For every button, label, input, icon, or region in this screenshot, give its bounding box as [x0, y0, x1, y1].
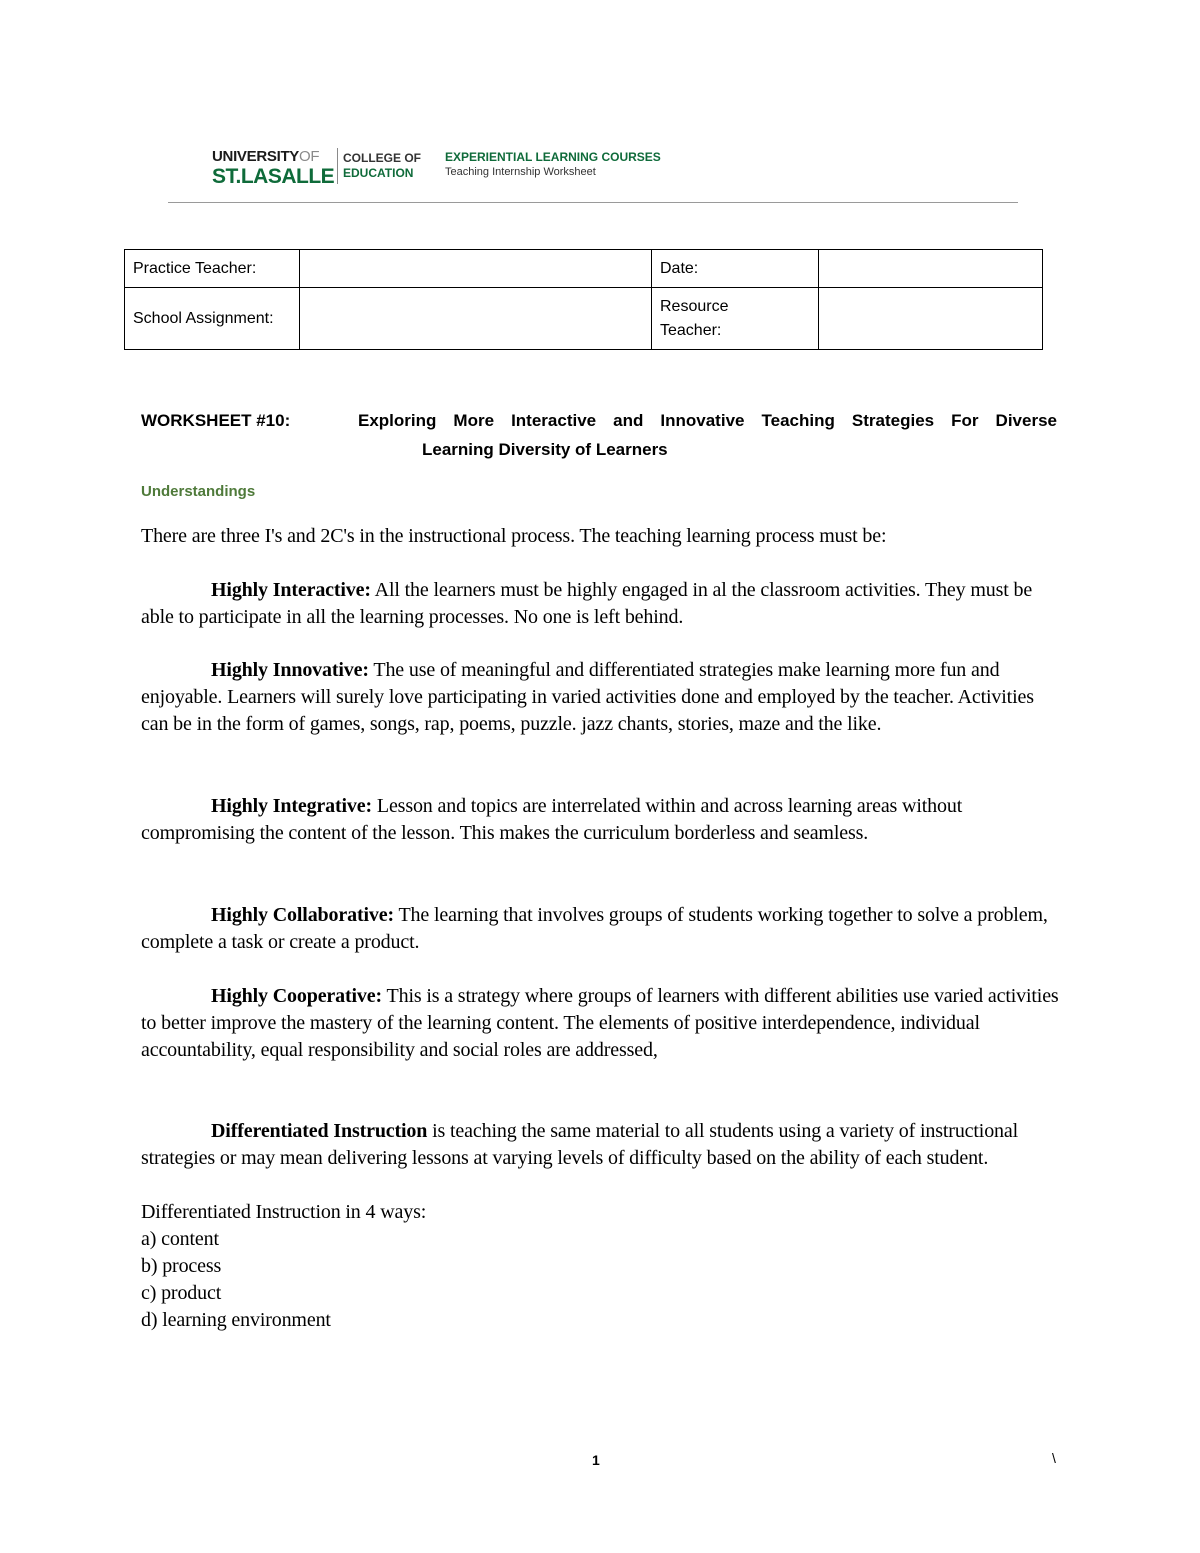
term-differentiated-instruction: Differentiated Instruction	[211, 1120, 428, 1142]
term-highly-innovative: Highly Innovative:	[211, 659, 369, 681]
page-number: 1	[592, 1452, 600, 1468]
worksheet-title-line1: Exploring More Interactive and Innovative Teaching Strategies For Diverse	[358, 411, 1057, 430]
table-row	[125, 288, 1043, 350]
college-name-line1: COLLEGE OF	[343, 151, 421, 165]
paragraph-differentiated-instruction	[141, 1118, 1061, 1172]
logo-divider	[337, 148, 338, 184]
paragraph-cooperative	[141, 983, 1061, 1064]
resource-teacher-field[interactable]	[819, 288, 1043, 350]
ways-list	[141, 1199, 1061, 1334]
paragraph-text: is teaching the same material to all students using a variety of instructional strategies or may mean delivering lessons at varying levels of difficulty based on the ability of each student.	[141, 1120, 1019, 1169]
university-of: OF	[299, 148, 320, 165]
paragraph-text: The use of meaningful and differentiated strategies make learning more fun and enjoyable. Learners will surely love participating in varied activities done and employed by the teacher. Activities can be in the form of games, songs, rap, poems, puzzle. jazz chants, stories, maze and the like.	[141, 659, 1034, 735]
university-logo	[212, 148, 335, 188]
section-heading: Understandings	[141, 483, 256, 500]
table-row	[125, 250, 1043, 288]
paragraph-collaborative	[141, 902, 1061, 956]
program-header	[445, 150, 661, 180]
university-name-line2: ST.LASALLE	[212, 165, 335, 188]
worksheet-label: WORKSHEET #10:	[141, 411, 291, 430]
program-subtitle: Teaching Internship Worksheet	[445, 166, 596, 178]
university-name-line1: UNIVERSITY	[212, 148, 300, 165]
intro-paragraph: There are three I's and 2C's in the instructional process. The teaching learning process must be:	[141, 525, 887, 547]
list-item: c) product	[141, 1282, 222, 1304]
resource-teacher-label-line1: Resource	[660, 297, 729, 315]
paragraph-interactive	[141, 577, 1061, 631]
college-name-line2: EDUCATION	[343, 166, 414, 180]
date-label: Date:	[652, 250, 819, 288]
ways-heading: Differentiated Instruction in 4 ways:	[141, 1201, 427, 1223]
practice-teacher-label: Practice Teacher:	[125, 250, 300, 288]
date-field[interactable]	[819, 250, 1043, 288]
paragraph-text: The learning that involves groups of students working together to solve a problem, complete a task or create a product.	[141, 904, 1048, 953]
teacher-info-table	[124, 249, 1043, 350]
paragraph-integrative	[141, 793, 1061, 847]
term-highly-collaborative: Highly Collaborative:	[211, 904, 394, 926]
paragraph-text: All the learners must be highly engaged in al the classroom activities. They must be able to participate in all the learning processes. No one is left behind.	[141, 579, 1033, 628]
college-logo	[343, 151, 438, 181]
term-highly-integrative: Highly Integrative:	[211, 795, 373, 817]
header-divider	[168, 202, 1018, 203]
resource-teacher-label-line2: Teacher:	[660, 321, 722, 339]
paragraph-text: Lesson and topics are interrelated within and across learning areas without compromising the content of the lesson. This makes the curriculum borderless and seamless.	[141, 795, 963, 844]
paragraph-text: This is a strategy where groups of learners with different abilities use varied activities to better improve the mastery of the learning content. The elements of positive interdependence, individual accountability, equal responsibility and social roles are addressed,	[141, 985, 1059, 1061]
list-item: d) learning environment	[141, 1309, 331, 1331]
footer-mark: \	[1052, 1450, 1056, 1466]
term-highly-cooperative: Highly Cooperative:	[211, 985, 383, 1007]
resource-teacher-label	[652, 288, 819, 350]
practice-teacher-field[interactable]	[300, 250, 652, 288]
paragraph-innovative	[141, 657, 1061, 738]
list-item: a) content	[141, 1228, 219, 1250]
worksheet-title-line2: Learning Diversity of Learners	[422, 440, 668, 459]
school-assignment-label: School Assignment:	[125, 288, 300, 350]
term-highly-interactive: Highly Interactive:	[211, 579, 371, 601]
program-title: EXPERIENTIAL LEARNING COURSES	[445, 150, 661, 164]
school-assignment-field[interactable]	[300, 288, 652, 350]
list-item: b) process	[141, 1255, 222, 1277]
